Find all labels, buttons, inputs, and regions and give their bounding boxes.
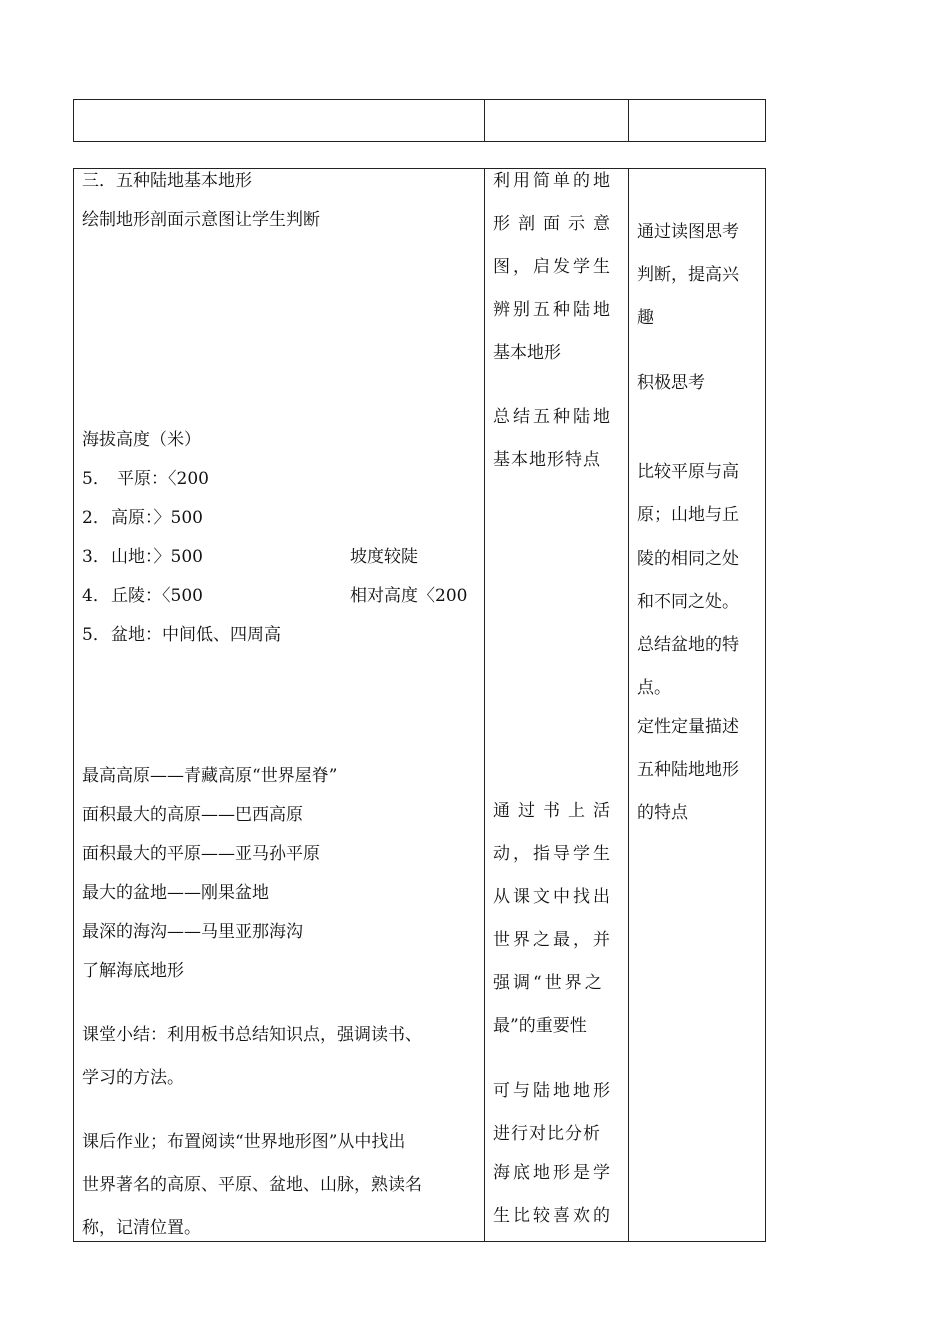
- student-note-line: 积极思考: [637, 373, 705, 393]
- top-table-divider-2: [628, 99, 629, 142]
- teacher-note-line: 总结五种陆地: [493, 407, 613, 427]
- homework-line: 课后作业；布置阅读“世界地形图”从中找出: [82, 1132, 406, 1152]
- student-note-line: 和不同之处。: [637, 592, 739, 612]
- student-note-line: 比较平原与高: [637, 462, 739, 482]
- teacher-note-line: 通过书上活: [493, 801, 618, 821]
- relative-height-note: 相对高度〈200: [350, 586, 468, 606]
- teacher-note-line: 动，指导学生: [493, 844, 613, 864]
- teacher-note-line: 最”的重要性: [493, 1016, 587, 1036]
- summary-line: 学习的方法。: [82, 1068, 184, 1088]
- summary-line: 课堂小结：利用板书总结知识点，强调读书、: [82, 1025, 422, 1045]
- teacher-note-line: 生比较喜欢的: [493, 1206, 613, 1226]
- student-note-line: 通过读图思考: [637, 222, 739, 242]
- student-note-line: 原；山地与丘: [637, 505, 739, 525]
- terrain-item-text: 丘陵：〈500: [111, 586, 203, 606]
- section-title: 三．五种陆地基本地形: [82, 171, 252, 191]
- altitude-label: 海拔高度（米）: [82, 430, 201, 450]
- world-fact: 最深的海沟——马里亚那海沟: [82, 922, 303, 942]
- student-note-line: 陵的相同之处: [637, 549, 739, 569]
- terrain-item-number: 2．: [82, 508, 110, 528]
- world-fact: 了解海底地形: [82, 961, 184, 981]
- teacher-note-line: 图，启发学生: [493, 257, 613, 277]
- terrain-item-number: 5．: [82, 469, 110, 489]
- homework-line: 世界著名的高原、平原、盆地、山脉，熟读名: [82, 1175, 422, 1195]
- world-fact: 最高高原——青藏高原“世界屋脊”: [82, 766, 338, 786]
- student-note-line: 的特点: [637, 803, 688, 823]
- teacher-note-line: 利用简单的地: [493, 171, 613, 191]
- terrain-item-text: 盆地：中间低、四周高: [111, 625, 281, 645]
- terrain-item-text: 高原：〉500: [111, 508, 203, 528]
- terrain-item-text: 山地：〉500: [111, 547, 203, 567]
- homework-line: 称，记清位置。: [82, 1218, 201, 1238]
- teacher-note-line: 海底地形是学: [493, 1163, 613, 1183]
- student-note-line: 趣: [637, 308, 654, 328]
- main-table-divider-1: [484, 168, 485, 1242]
- terrain-item-number: 5．: [82, 625, 110, 645]
- teacher-note-line: 进行对比分析: [493, 1124, 601, 1144]
- world-fact: 面积最大的高原——巴西高原: [82, 805, 303, 825]
- world-fact: 面积最大的平原——亚马孙平原: [82, 844, 320, 864]
- student-note-line: 总结盆地的特: [637, 635, 739, 655]
- student-note-line: 点。: [637, 678, 671, 698]
- main-table-divider-2: [628, 168, 629, 1242]
- teacher-note-line: 从课文中找出: [493, 887, 613, 907]
- teacher-note-line: 可与陆地地形: [493, 1081, 613, 1101]
- student-note-line: 判断，提高兴: [637, 265, 739, 285]
- world-fact: 最大的盆地——刚果盆地: [82, 883, 269, 903]
- terrain-item-text: 平原：〈200: [117, 469, 209, 489]
- teacher-note-line: 基本地形: [493, 343, 561, 363]
- student-note-line: 定性定量描述: [637, 717, 739, 737]
- teacher-note-line: 基本地形特点: [493, 450, 601, 470]
- terrain-item-number: 4．: [82, 586, 110, 606]
- teacher-note-line: 强调“世界之: [493, 973, 605, 993]
- teacher-note-line: 世界之最，并: [493, 930, 613, 950]
- student-note-line: 五种陆地地形: [637, 760, 739, 780]
- intro-text: 绘制地形剖面示意图让学生判断: [82, 210, 320, 230]
- terrain-item-number: 3．: [82, 547, 110, 567]
- teacher-note-line: 辨别五种陆地: [493, 300, 613, 320]
- top-table-divider-1: [484, 99, 485, 142]
- slope-note: 坡度较陡: [350, 547, 418, 567]
- teacher-note-line: 形剖面示意: [493, 214, 618, 234]
- top-table: [73, 99, 766, 142]
